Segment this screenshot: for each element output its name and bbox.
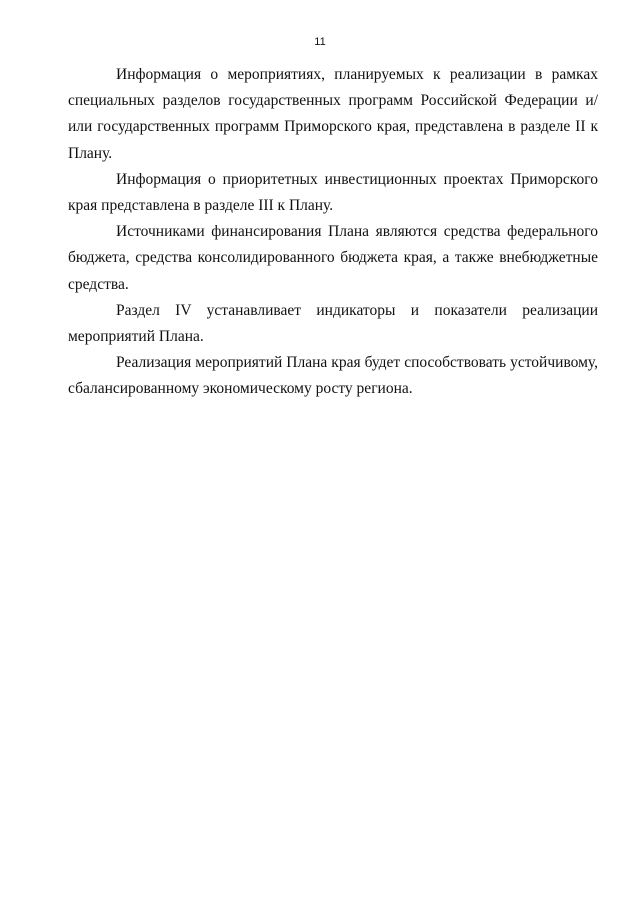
document-body (68, 62, 598, 403)
paragraph-funding-sources: Источниками финансирования Плана являются средства федерального бюджета, средства консолидированного бюджета края, а также внебюджетные средства. (68, 223, 598, 293)
paragraph-plan-outcome: Реализация мероприятий Плана края будет способствовать устойчивому, сбалансированному экономическому росту региона. (68, 354, 598, 398)
paragraph-section-iv: Раздел IV устанавливает индикаторы и показатели реализации мероприятий Плана. (68, 301, 598, 346)
page-number: 11 (314, 36, 326, 48)
paragraph-investment-projects: Информация о приоритетных инвестиционных проектах Приморского края представлена в разделе III к Плану. (68, 170, 598, 215)
paragraph-program-events: Информация о мероприятиях, планируемых к реализации в рамках специальных разделов государственных программ Российской Федерации и/или государственных программ Приморского края, представлена в разделе II к Плану. (68, 66, 598, 162)
